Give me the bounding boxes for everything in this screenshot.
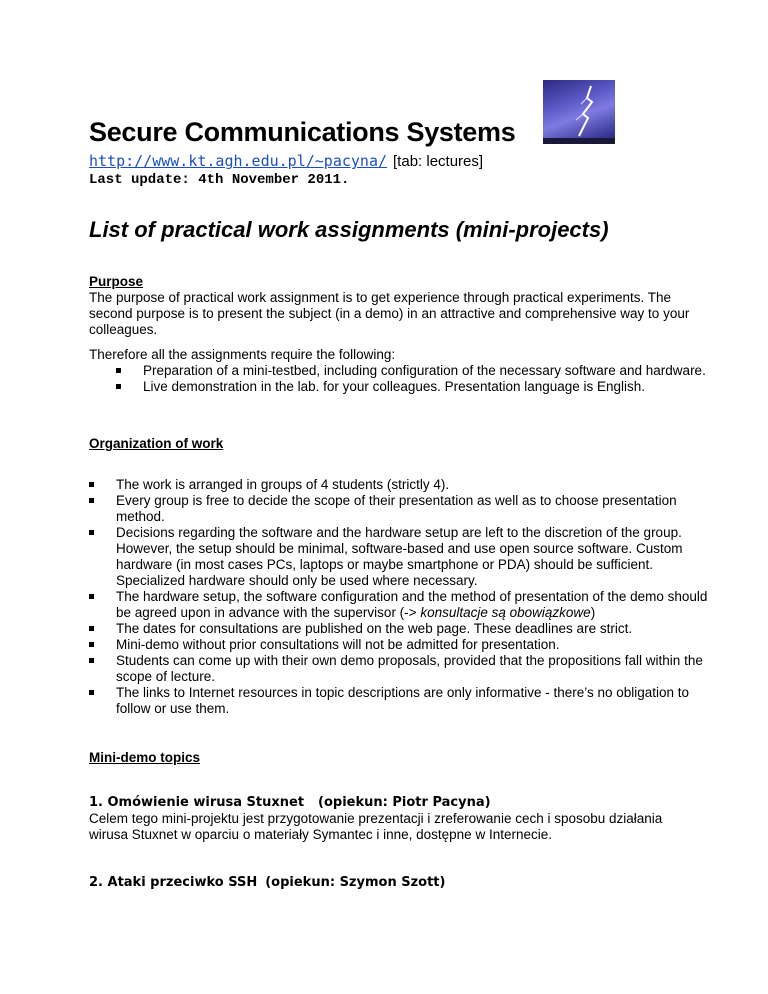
list-item: Live demonstration in the lab. for your colleagues. Presentation language is English. [116,379,716,395]
bullet-icon [89,498,94,503]
bullet-icon [89,658,94,663]
list-item: Students can come up with their own demo proposals, provided that the propositions fall within the scope of lecture. [89,653,709,685]
purpose-list [116,363,716,395]
purpose-intro: Therefore all the assignments require the following: [89,347,396,362]
organization-list [89,477,709,717]
topic-1-title: 1. Omówienie wirusa Stuxnet (opiekun: Piotr Pacyna) [89,795,491,810]
bullet-icon [116,368,121,373]
consultation-note: konsultacje są obowiązkowe [420,605,591,620]
course-url-line [89,152,483,170]
image-ground [543,138,615,144]
lightning-bolt-icon [543,80,615,144]
list-item: The work is arranged in groups of 4 students (strictly 4). [89,477,709,493]
list-item: The dates for consultations are published on the web page. These deadlines are strict. [89,621,709,637]
tab-note: [tab: lectures] [393,153,484,170]
purpose-text: The purpose of practical work assignment is to get experience through practical experiments. The second purpose is to present the subject (in a demo) in an attractive and comprehensive way to your colleagues. [89,290,690,337]
topics-label: Mini-demo topics [89,750,200,765]
topic-2-supervisor: (opiekun: Szymon Szott) [265,875,446,890]
document-heading: List of practical work assignments (mini-projects) [89,217,609,242]
list-item: Mini-demo without prior consultations will not be admitted for presentation. [89,637,709,653]
organization-label: Organization of work [89,436,224,451]
list-item: The links to Internet resources in topic descriptions are only informative - there’s no obligation to follow or use them. [89,685,709,717]
bullet-icon [116,384,121,389]
bullet-icon [89,482,94,487]
list-item: Every group is free to decide the scope of their presentation as well as to choose presentation method. [89,493,709,525]
course-url-link[interactable]: http://www.kt.agh.edu.pl/~pacyna/ [89,152,388,170]
bullet-icon [89,642,94,647]
purpose-label: Purpose [89,274,144,289]
topic-1-description: Celem tego mini-projektu jest przygotowanie prezentacji i zreferowanie cech i sposobu działania wirusa Stuxnet w oparciu o materiały Symantec i inne, dostępne w Internecie. [89,811,663,842]
bullet-icon [89,690,94,695]
list-item: The hardware setup, the software configuration and the method of presentation of the demo should be agreed upon in advance with the supervisor (-> konsultacje są obowiązkowe) [89,589,709,621]
list-item: Preparation of a mini-testbed, including configuration of the necessary software and hardware. [116,363,716,379]
lightning-image [543,80,615,144]
list-item: Decisions regarding the software and the hardware setup are left to the discretion of the group. However, the setup should be minimal, software-based and use open source software. Custom hardware (in most cases PCs, laptops or maybe smartphone or PDA) should be sufficient. Specialized hardware should only be used where necessary. [89,525,709,589]
course-title: Secure Communications Systems [89,117,516,147]
last-update: Last update: 4th November 2011. [89,172,350,188]
bullet-icon [89,594,94,599]
topic-2-title: 2. Ataki przeciwko SSH (opiekun: Szymon Szott) [89,875,446,890]
topic-1-supervisor: (opiekun: Piotr Pacyna) [318,795,491,810]
bullet-icon [89,626,94,631]
bullet-icon [89,530,94,535]
